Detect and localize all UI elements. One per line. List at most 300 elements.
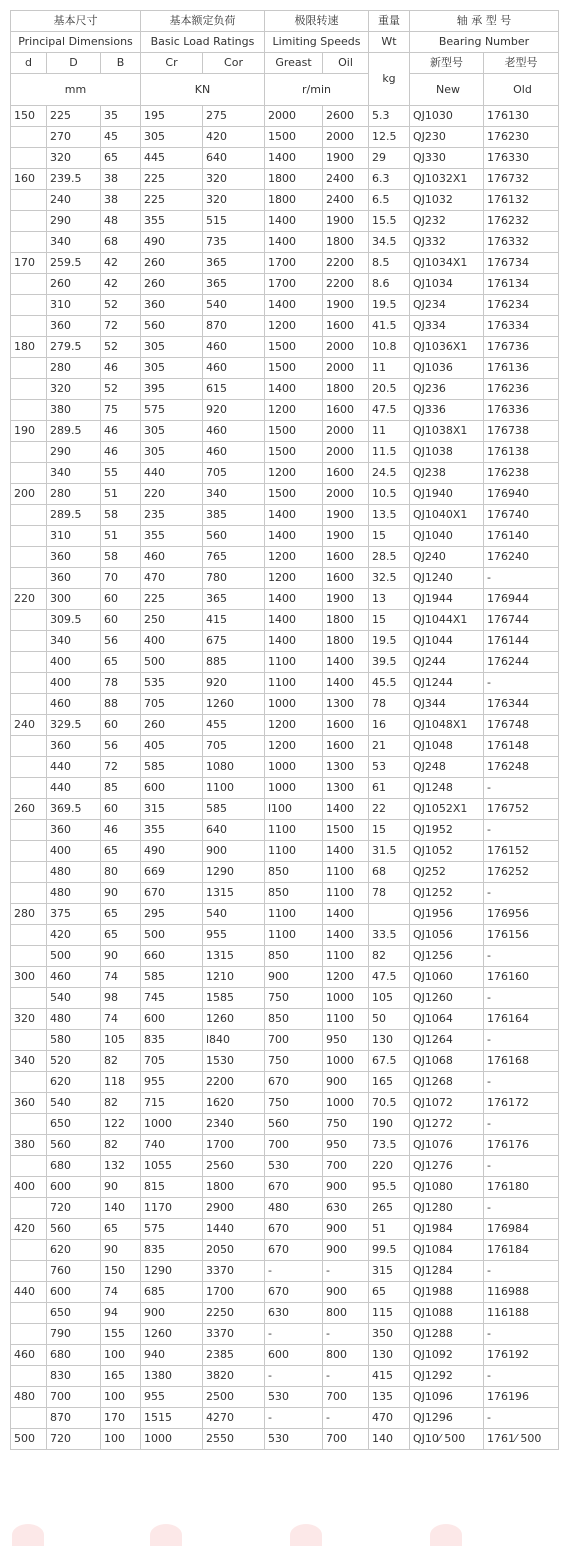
table-row xyxy=(11,1009,559,1030)
cell-cor: 3370 xyxy=(203,1324,265,1345)
cell-new-model: QJ1268 xyxy=(410,1072,484,1093)
cell-grease: 850 xyxy=(265,946,323,967)
cell-grease: - xyxy=(265,1261,323,1282)
table-row xyxy=(11,505,559,526)
cell-d: 480 xyxy=(11,1387,47,1408)
cell-old-model: 176172 xyxy=(484,1093,559,1114)
cell-B: 82 xyxy=(101,1135,141,1156)
cell-old-model: 176240 xyxy=(484,547,559,568)
cell-weight: 140 xyxy=(369,1429,410,1450)
cell-weight: 220 xyxy=(369,1156,410,1177)
cell-grease: 2000 xyxy=(265,106,323,127)
cell-cr: 470 xyxy=(141,568,203,589)
cell-D: 400 xyxy=(47,841,101,862)
cell-B: 38 xyxy=(101,190,141,211)
cell-new-model: QJ1060 xyxy=(410,967,484,988)
cell-d xyxy=(11,1240,47,1261)
watermark-fragment xyxy=(290,1524,322,1546)
unit-speed: r/min xyxy=(265,74,369,106)
cell-new-model: QJ252 xyxy=(410,862,484,883)
cell-B: 51 xyxy=(101,484,141,505)
cell-old-model: - xyxy=(484,1324,559,1345)
cell-cr: 585 xyxy=(141,967,203,988)
cell-weight: 15 xyxy=(369,820,410,841)
cell-new-model: QJ336 xyxy=(410,400,484,421)
cell-oil: 1000 xyxy=(323,1051,369,1072)
cell-D: 260 xyxy=(47,274,101,295)
cell-grease: 1700 xyxy=(265,253,323,274)
cell-cr: 900 xyxy=(141,1303,203,1324)
cell-cr: 355 xyxy=(141,211,203,232)
cell-cr: 355 xyxy=(141,526,203,547)
table-row xyxy=(11,988,559,1009)
cell-d: 440 xyxy=(11,1282,47,1303)
cell-cor: 460 xyxy=(203,421,265,442)
cell-B: 90 xyxy=(101,946,141,967)
cell-B: 90 xyxy=(101,1177,141,1198)
cell-oil: 1600 xyxy=(323,547,369,568)
table-row xyxy=(11,904,559,925)
cell-grease: 1400 xyxy=(265,631,323,652)
cell-new-model: QJ1032X1 xyxy=(410,169,484,190)
table-row xyxy=(11,295,559,316)
cell-B: 42 xyxy=(101,274,141,295)
table-row xyxy=(11,190,559,211)
table-row xyxy=(11,757,559,778)
cell-B: 68 xyxy=(101,232,141,253)
cell-d xyxy=(11,841,47,862)
cell-grease: 750 xyxy=(265,1051,323,1072)
cell-oil: 1600 xyxy=(323,463,369,484)
cell-new-model: QJ1034 xyxy=(410,274,484,295)
cell-oil: 1400 xyxy=(323,799,369,820)
cell-D: 600 xyxy=(47,1282,101,1303)
table-row xyxy=(11,337,559,358)
cell-weight: 265 xyxy=(369,1198,410,1219)
cell-d: 360 xyxy=(11,1093,47,1114)
cell-oil: 1400 xyxy=(323,925,369,946)
cell-D: 280 xyxy=(47,484,101,505)
table-row xyxy=(11,1429,559,1450)
cell-new-model: QJ1040 xyxy=(410,526,484,547)
cell-d: 420 xyxy=(11,1219,47,1240)
cell-cor: 1585 xyxy=(203,988,265,1009)
group-load-en: Basic Load Ratings xyxy=(141,32,265,53)
cell-oil: 1900 xyxy=(323,526,369,547)
cell-oil: 1600 xyxy=(323,715,369,736)
cell-old-model: 176330 xyxy=(484,148,559,169)
table-row xyxy=(11,862,559,883)
cell-weight: 45.5 xyxy=(369,673,410,694)
cell-D: 650 xyxy=(47,1114,101,1135)
cell-new-model: QJ1048X1 xyxy=(410,715,484,736)
cell-weight: 39.5 xyxy=(369,652,410,673)
cell-d xyxy=(11,652,47,673)
cell-cr: 490 xyxy=(141,841,203,862)
cell-cr: 1260 xyxy=(141,1324,203,1345)
cell-weight: 12.5 xyxy=(369,127,410,148)
table-row xyxy=(11,694,559,715)
cell-oil: 1400 xyxy=(323,904,369,925)
table-row xyxy=(11,442,559,463)
cell-oil: 950 xyxy=(323,1135,369,1156)
cell-old-model: 176196 xyxy=(484,1387,559,1408)
cell-old-model: 1761⁄ 500 xyxy=(484,1429,559,1450)
cell-oil: 1600 xyxy=(323,736,369,757)
cell-B: 70 xyxy=(101,568,141,589)
cell-cr: 445 xyxy=(141,148,203,169)
cell-B: 140 xyxy=(101,1198,141,1219)
cell-weight: 115 xyxy=(369,1303,410,1324)
cell-grease: - xyxy=(265,1408,323,1429)
table-row xyxy=(11,1324,559,1345)
cell-grease: 1200 xyxy=(265,715,323,736)
cell-weight: 78 xyxy=(369,694,410,715)
cell-B: 46 xyxy=(101,442,141,463)
table-row xyxy=(11,106,559,127)
cell-oil: - xyxy=(323,1324,369,1345)
cell-D: 340 xyxy=(47,232,101,253)
cell-D: 360 xyxy=(47,736,101,757)
table-row xyxy=(11,568,559,589)
cell-cor: 675 xyxy=(203,631,265,652)
cell-new-model: QJ1076 xyxy=(410,1135,484,1156)
cell-d: 220 xyxy=(11,589,47,610)
table-row xyxy=(11,1387,559,1408)
cell-D: 310 xyxy=(47,295,101,316)
cell-B: 56 xyxy=(101,736,141,757)
cell-B: 90 xyxy=(101,883,141,904)
cell-grease: 1800 xyxy=(265,169,323,190)
cell-old-model: 176744 xyxy=(484,610,559,631)
cell-cr: 220 xyxy=(141,484,203,505)
cell-d xyxy=(11,1408,47,1429)
cell-new-model: QJ1092 xyxy=(410,1345,484,1366)
watermark-fragment xyxy=(150,1524,182,1546)
cell-B: 94 xyxy=(101,1303,141,1324)
cell-cr: 705 xyxy=(141,1051,203,1072)
cell-new-model: QJ330 xyxy=(410,148,484,169)
cell-cr: 669 xyxy=(141,862,203,883)
cell-cr: 740 xyxy=(141,1135,203,1156)
cell-d xyxy=(11,1156,47,1177)
cell-B: 82 xyxy=(101,1051,141,1072)
cell-cr: 745 xyxy=(141,988,203,1009)
cell-weight: 67.5 xyxy=(369,1051,410,1072)
cell-cor: 2560 xyxy=(203,1156,265,1177)
cell-weight: 53 xyxy=(369,757,410,778)
cell-cor: 2050 xyxy=(203,1240,265,1261)
cell-grease: 1400 xyxy=(265,211,323,232)
cell-cr: 835 xyxy=(141,1240,203,1261)
cell-grease: 670 xyxy=(265,1072,323,1093)
cell-cor: 1315 xyxy=(203,946,265,967)
unit-new: New xyxy=(410,74,484,106)
cell-grease: 1400 xyxy=(265,379,323,400)
cell-weight: 29 xyxy=(369,148,410,169)
cell-B: 105 xyxy=(101,1030,141,1051)
cell-D: 279.5 xyxy=(47,337,101,358)
cell-oil: 900 xyxy=(323,1219,369,1240)
cell-D: 289.5 xyxy=(47,421,101,442)
cell-cr: 1380 xyxy=(141,1366,203,1387)
cell-cr: 225 xyxy=(141,589,203,610)
table-row xyxy=(11,379,559,400)
cell-oil: 1100 xyxy=(323,1009,369,1030)
cell-d: 150 xyxy=(11,106,47,127)
cell-d xyxy=(11,736,47,757)
cell-old-model: 176236 xyxy=(484,379,559,400)
cell-B: 150 xyxy=(101,1261,141,1282)
col-oil-header: Oil xyxy=(323,53,369,74)
cell-new-model: QJ1272 xyxy=(410,1114,484,1135)
cell-d: 280 xyxy=(11,904,47,925)
cell-B: 48 xyxy=(101,211,141,232)
table-row xyxy=(11,1261,559,1282)
bearing-spec-table xyxy=(10,10,559,1450)
cell-D: 680 xyxy=(47,1156,101,1177)
cell-B: 58 xyxy=(101,505,141,526)
cell-old-model: - xyxy=(484,568,559,589)
cell-cor: 420 xyxy=(203,127,265,148)
cell-D: 360 xyxy=(47,820,101,841)
cell-new-model: QJ1084 xyxy=(410,1240,484,1261)
cell-B: 46 xyxy=(101,820,141,841)
cell-D: 340 xyxy=(47,463,101,484)
cell-oil: - xyxy=(323,1408,369,1429)
cell-grease: 480 xyxy=(265,1198,323,1219)
cell-oil: 1500 xyxy=(323,820,369,841)
cell-D: 420 xyxy=(47,925,101,946)
cell-cr: 500 xyxy=(141,652,203,673)
cell-weight: 41.5 xyxy=(369,316,410,337)
table-row xyxy=(11,883,559,904)
cell-d: 200 xyxy=(11,484,47,505)
table-row xyxy=(11,253,559,274)
cell-cor: 385 xyxy=(203,505,265,526)
cell-cor: 540 xyxy=(203,295,265,316)
table-row xyxy=(11,547,559,568)
cell-D: 400 xyxy=(47,673,101,694)
cell-cr: 585 xyxy=(141,757,203,778)
cell-cr: 395 xyxy=(141,379,203,400)
table-row xyxy=(11,1030,559,1051)
cell-old-model: 176192 xyxy=(484,1345,559,1366)
cell-cor: 1700 xyxy=(203,1282,265,1303)
cell-D: 830 xyxy=(47,1366,101,1387)
cell-oil: 1400 xyxy=(323,652,369,673)
cell-d xyxy=(11,1030,47,1051)
cell-weight: 6.3 xyxy=(369,169,410,190)
cell-grease: 1700 xyxy=(265,274,323,295)
cell-weight: 20.5 xyxy=(369,379,410,400)
cell-old-model: 176232 xyxy=(484,211,559,232)
cell-old-model: 176738 xyxy=(484,421,559,442)
cell-d xyxy=(11,211,47,232)
cell-old-model: 176138 xyxy=(484,442,559,463)
cell-D: 289.5 xyxy=(47,505,101,526)
cell-new-model: QJ1276 xyxy=(410,1156,484,1177)
cell-B: 78 xyxy=(101,673,141,694)
cell-cor: 365 xyxy=(203,589,265,610)
cell-cor: 460 xyxy=(203,442,265,463)
table-row xyxy=(11,1114,559,1135)
cell-cor: 2550 xyxy=(203,1429,265,1450)
cell-cor: 900 xyxy=(203,841,265,862)
cell-D: 700 xyxy=(47,1387,101,1408)
cell-grease: 1000 xyxy=(265,694,323,715)
cell-cr: 295 xyxy=(141,904,203,925)
cell-grease: 900 xyxy=(265,967,323,988)
cell-cr: 195 xyxy=(141,106,203,127)
cell-d xyxy=(11,1324,47,1345)
cell-weight: 6.5 xyxy=(369,190,410,211)
cell-new-model: QJ1280 xyxy=(410,1198,484,1219)
cell-new-model: QJ1088 xyxy=(410,1303,484,1324)
cell-d xyxy=(11,463,47,484)
cell-cr: 260 xyxy=(141,274,203,295)
cell-d xyxy=(11,757,47,778)
cell-weight: 65 xyxy=(369,1282,410,1303)
cell-D: 720 xyxy=(47,1429,101,1450)
cell-D: 309.5 xyxy=(47,610,101,631)
cell-oil: 1600 xyxy=(323,400,369,421)
cell-oil: 1300 xyxy=(323,757,369,778)
cell-weight: 8.6 xyxy=(369,274,410,295)
cell-cor: 1800 xyxy=(203,1177,265,1198)
cell-B: 132 xyxy=(101,1156,141,1177)
cell-D: 760 xyxy=(47,1261,101,1282)
cell-cor: 955 xyxy=(203,925,265,946)
cell-new-model: QJ1080 xyxy=(410,1177,484,1198)
cell-weight: 15 xyxy=(369,526,410,547)
cell-cor: 460 xyxy=(203,358,265,379)
cell-D: 239.5 xyxy=(47,169,101,190)
cell-oil: 2000 xyxy=(323,442,369,463)
cell-weight: 51 xyxy=(369,1219,410,1240)
cell-grease: 670 xyxy=(265,1240,323,1261)
cell-oil: 1900 xyxy=(323,211,369,232)
cell-grease: 670 xyxy=(265,1219,323,1240)
cell-cr: 1055 xyxy=(141,1156,203,1177)
cell-oil: 2400 xyxy=(323,169,369,190)
table-row xyxy=(11,967,559,988)
cell-oil: 1800 xyxy=(323,379,369,400)
cell-d: 240 xyxy=(11,715,47,736)
cell-new-model: QJ1940 xyxy=(410,484,484,505)
cell-new-model: QJ1056 xyxy=(410,925,484,946)
cell-D: 240 xyxy=(47,190,101,211)
cell-new-model: QJ1044 xyxy=(410,631,484,652)
cell-old-model: - xyxy=(484,673,559,694)
cell-grease: 1500 xyxy=(265,484,323,505)
cell-B: 46 xyxy=(101,421,141,442)
table-row xyxy=(11,778,559,799)
cell-grease: 1200 xyxy=(265,568,323,589)
cell-cor: 320 xyxy=(203,190,265,211)
cell-weight: 19.5 xyxy=(369,295,410,316)
cell-cor: 515 xyxy=(203,211,265,232)
table-row xyxy=(11,169,559,190)
cell-grease: 1500 xyxy=(265,442,323,463)
cell-weight: 105 xyxy=(369,988,410,1009)
cell-d xyxy=(11,400,47,421)
table-row xyxy=(11,274,559,295)
cell-weight: 16 xyxy=(369,715,410,736)
cell-new-model: QJ1040X1 xyxy=(410,505,484,526)
cell-cr: 600 xyxy=(141,778,203,799)
cell-d: 340 xyxy=(11,1051,47,1072)
cell-new-model: QJ244 xyxy=(410,652,484,673)
table-row xyxy=(11,484,559,505)
table-row xyxy=(11,400,559,421)
cell-B: 80 xyxy=(101,862,141,883)
cell-cr: 955 xyxy=(141,1072,203,1093)
table-row xyxy=(11,799,559,820)
cell-weight: 21 xyxy=(369,736,410,757)
table-row xyxy=(11,631,559,652)
cell-D: 360 xyxy=(47,547,101,568)
cell-grease: 700 xyxy=(265,1135,323,1156)
cell-new-model: QJ1284 xyxy=(410,1261,484,1282)
cell-oil: 2000 xyxy=(323,358,369,379)
cell-old-model: 176748 xyxy=(484,715,559,736)
cell-cor: 2250 xyxy=(203,1303,265,1324)
cell-grease: 1200 xyxy=(265,736,323,757)
cell-cr: 685 xyxy=(141,1282,203,1303)
cell-cor: 1260 xyxy=(203,694,265,715)
table-row xyxy=(11,820,559,841)
cell-grease: 630 xyxy=(265,1303,323,1324)
cell-B: 98 xyxy=(101,988,141,1009)
table-row xyxy=(11,316,559,337)
cell-oil: 2200 xyxy=(323,253,369,274)
cell-cor: 1260 xyxy=(203,1009,265,1030)
cell-cor: 460 xyxy=(203,337,265,358)
cell-weight: 415 xyxy=(369,1366,410,1387)
cell-cr: 670 xyxy=(141,883,203,904)
cell-new-model: QJ234 xyxy=(410,295,484,316)
cell-weight: 47.5 xyxy=(369,400,410,421)
cell-new-model: QJ1034X1 xyxy=(410,253,484,274)
cell-grease: 1100 xyxy=(265,841,323,862)
table-row xyxy=(11,736,559,757)
cell-old-model: 176944 xyxy=(484,589,559,610)
cell-weight: 130 xyxy=(369,1030,410,1051)
cell-weight: 135 xyxy=(369,1387,410,1408)
cell-cor: 2900 xyxy=(203,1198,265,1219)
cell-grease: 1500 xyxy=(265,127,323,148)
table-row xyxy=(11,715,559,736)
cell-cr: 305 xyxy=(141,337,203,358)
group-speed-cn: 极限转速 xyxy=(265,11,369,32)
cell-new-model: QJ1048 xyxy=(410,736,484,757)
cell-B: 51 xyxy=(101,526,141,547)
cell-oil: 1900 xyxy=(323,148,369,169)
cell-weight: 8.5 xyxy=(369,253,410,274)
table-row xyxy=(11,1240,559,1261)
cell-D: 375 xyxy=(47,904,101,925)
cell-old-model: - xyxy=(484,883,559,904)
cell-oil: 1000 xyxy=(323,988,369,1009)
cell-d xyxy=(11,1303,47,1324)
cell-B: 42 xyxy=(101,253,141,274)
cell-weight: 190 xyxy=(369,1114,410,1135)
cell-d: 400 xyxy=(11,1177,47,1198)
cell-d: 170 xyxy=(11,253,47,274)
cell-d xyxy=(11,190,47,211)
cell-B: 118 xyxy=(101,1072,141,1093)
